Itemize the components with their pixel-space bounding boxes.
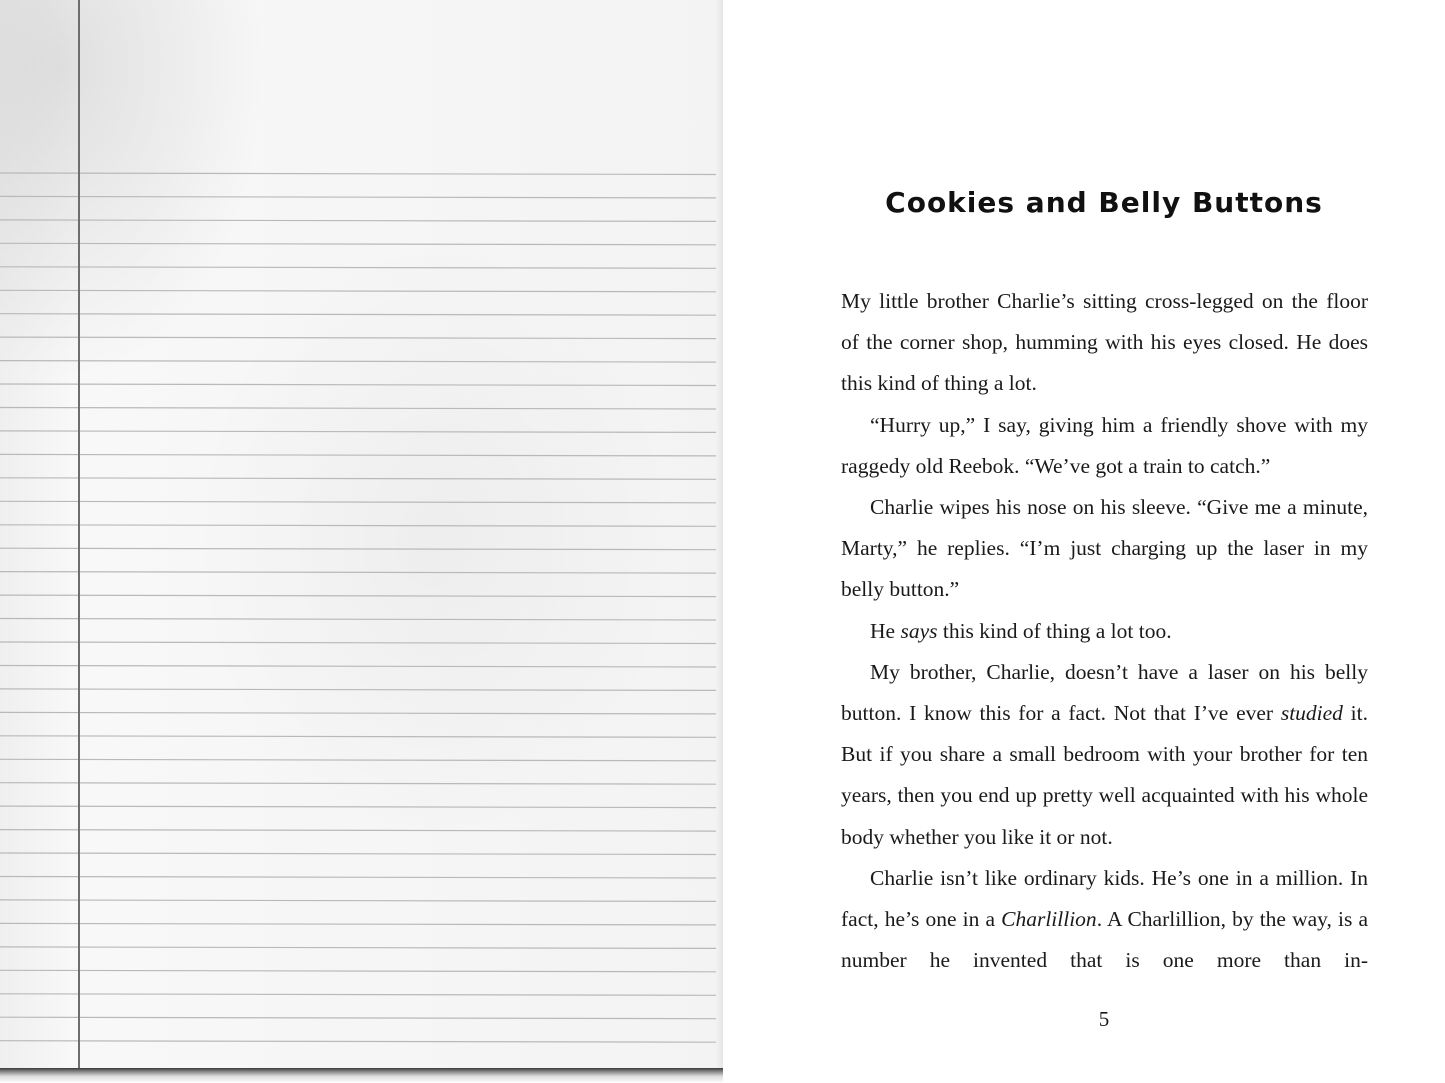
ruled-line [0,431,716,433]
ruled-line [0,501,716,503]
paragraph [841,281,1368,405]
page-number: 5 [1098,1007,1110,1031]
ruled-line [0,548,716,550]
ruled-line [0,454,716,456]
ruled-line [0,220,716,222]
ruled-line [0,267,716,269]
italic-text: says [900,618,938,643]
ruled-line [0,853,716,855]
paragraph [841,858,1368,982]
ruled-line [0,830,716,832]
text-run: “Hurry up,” I say, giving him a friendly shove with my raggedy old Reebok. “We’ve got a train to catch.” [841,412,1368,478]
ruled-line [0,642,716,644]
ruled-line [0,923,716,925]
ruled-line [0,994,716,996]
ruled-line [0,525,716,527]
ruled-line [0,689,716,691]
ruled-line [0,666,716,668]
ruled-line [0,314,716,316]
ruled-line [0,970,716,972]
page-bottom-edge [0,1068,723,1083]
ruled-line [0,759,716,761]
ruled-line [0,1041,716,1043]
ruled-line [0,337,716,339]
ruled-line [0,572,716,574]
italic-text: Charlillion [1001,907,1097,932]
ruled-line [0,290,716,292]
ruled-line [0,900,716,902]
ruled-line [0,595,716,597]
ruled-line [0,619,716,621]
ruled-line [0,783,716,785]
paragraph [841,487,1368,611]
italic-text: studied [1280,701,1343,726]
ruled-line [0,947,716,949]
text-run: Charlie isn’t like ordinary kids. He’s one in a million. In fact, he’s one in a [841,865,1368,932]
chapter-title: Cookies and Belly Buttons [885,186,1323,219]
ruled-line [0,173,716,175]
margin-rule [78,0,80,1068]
text-run: . A Charlillion, by the way, is a number he invented that is one more than in- [841,907,1368,973]
chapter-body [841,281,1368,981]
ruled-line [0,877,716,879]
ruled-line [0,361,716,363]
ruled-line [0,806,716,808]
paragraph [841,405,1368,487]
page-gutter-shadow [716,0,723,1083]
text-run: My brother, Charlie, doesn’t have a laser on his belly button. I know this for a fact. Not that I’ve ever [841,659,1368,726]
ruled-line [0,408,716,410]
text-run: My little brother Charlie’s sitting cross-legged on the floor of the corner shop, humming with his eyes closed. He does this kind of thing a lot. [841,289,1368,396]
ruled-line [0,243,716,245]
paragraph [841,611,1368,652]
ruled-line [0,736,716,738]
text-run: this kind of thing a lot too. [937,618,1172,643]
text-run: He [870,618,901,643]
ruled-line [0,478,716,480]
ruled-line [0,384,716,386]
ruled-line [0,712,716,714]
text-page [723,0,1445,1083]
ruled-line [0,196,716,198]
text-run: Charlie wipes his nose on his sleeve. “Give me a minute, Marty,” he replies. “I’m just charging up the laser in my belly button.” [841,495,1368,602]
text-run: it. But if you share a small bedroom with your brother for ten years, then you end up pretty well acquainted with his whole body whether you like it or not. [841,701,1369,849]
paragraph [841,652,1368,858]
ruled-line [0,1017,716,1019]
